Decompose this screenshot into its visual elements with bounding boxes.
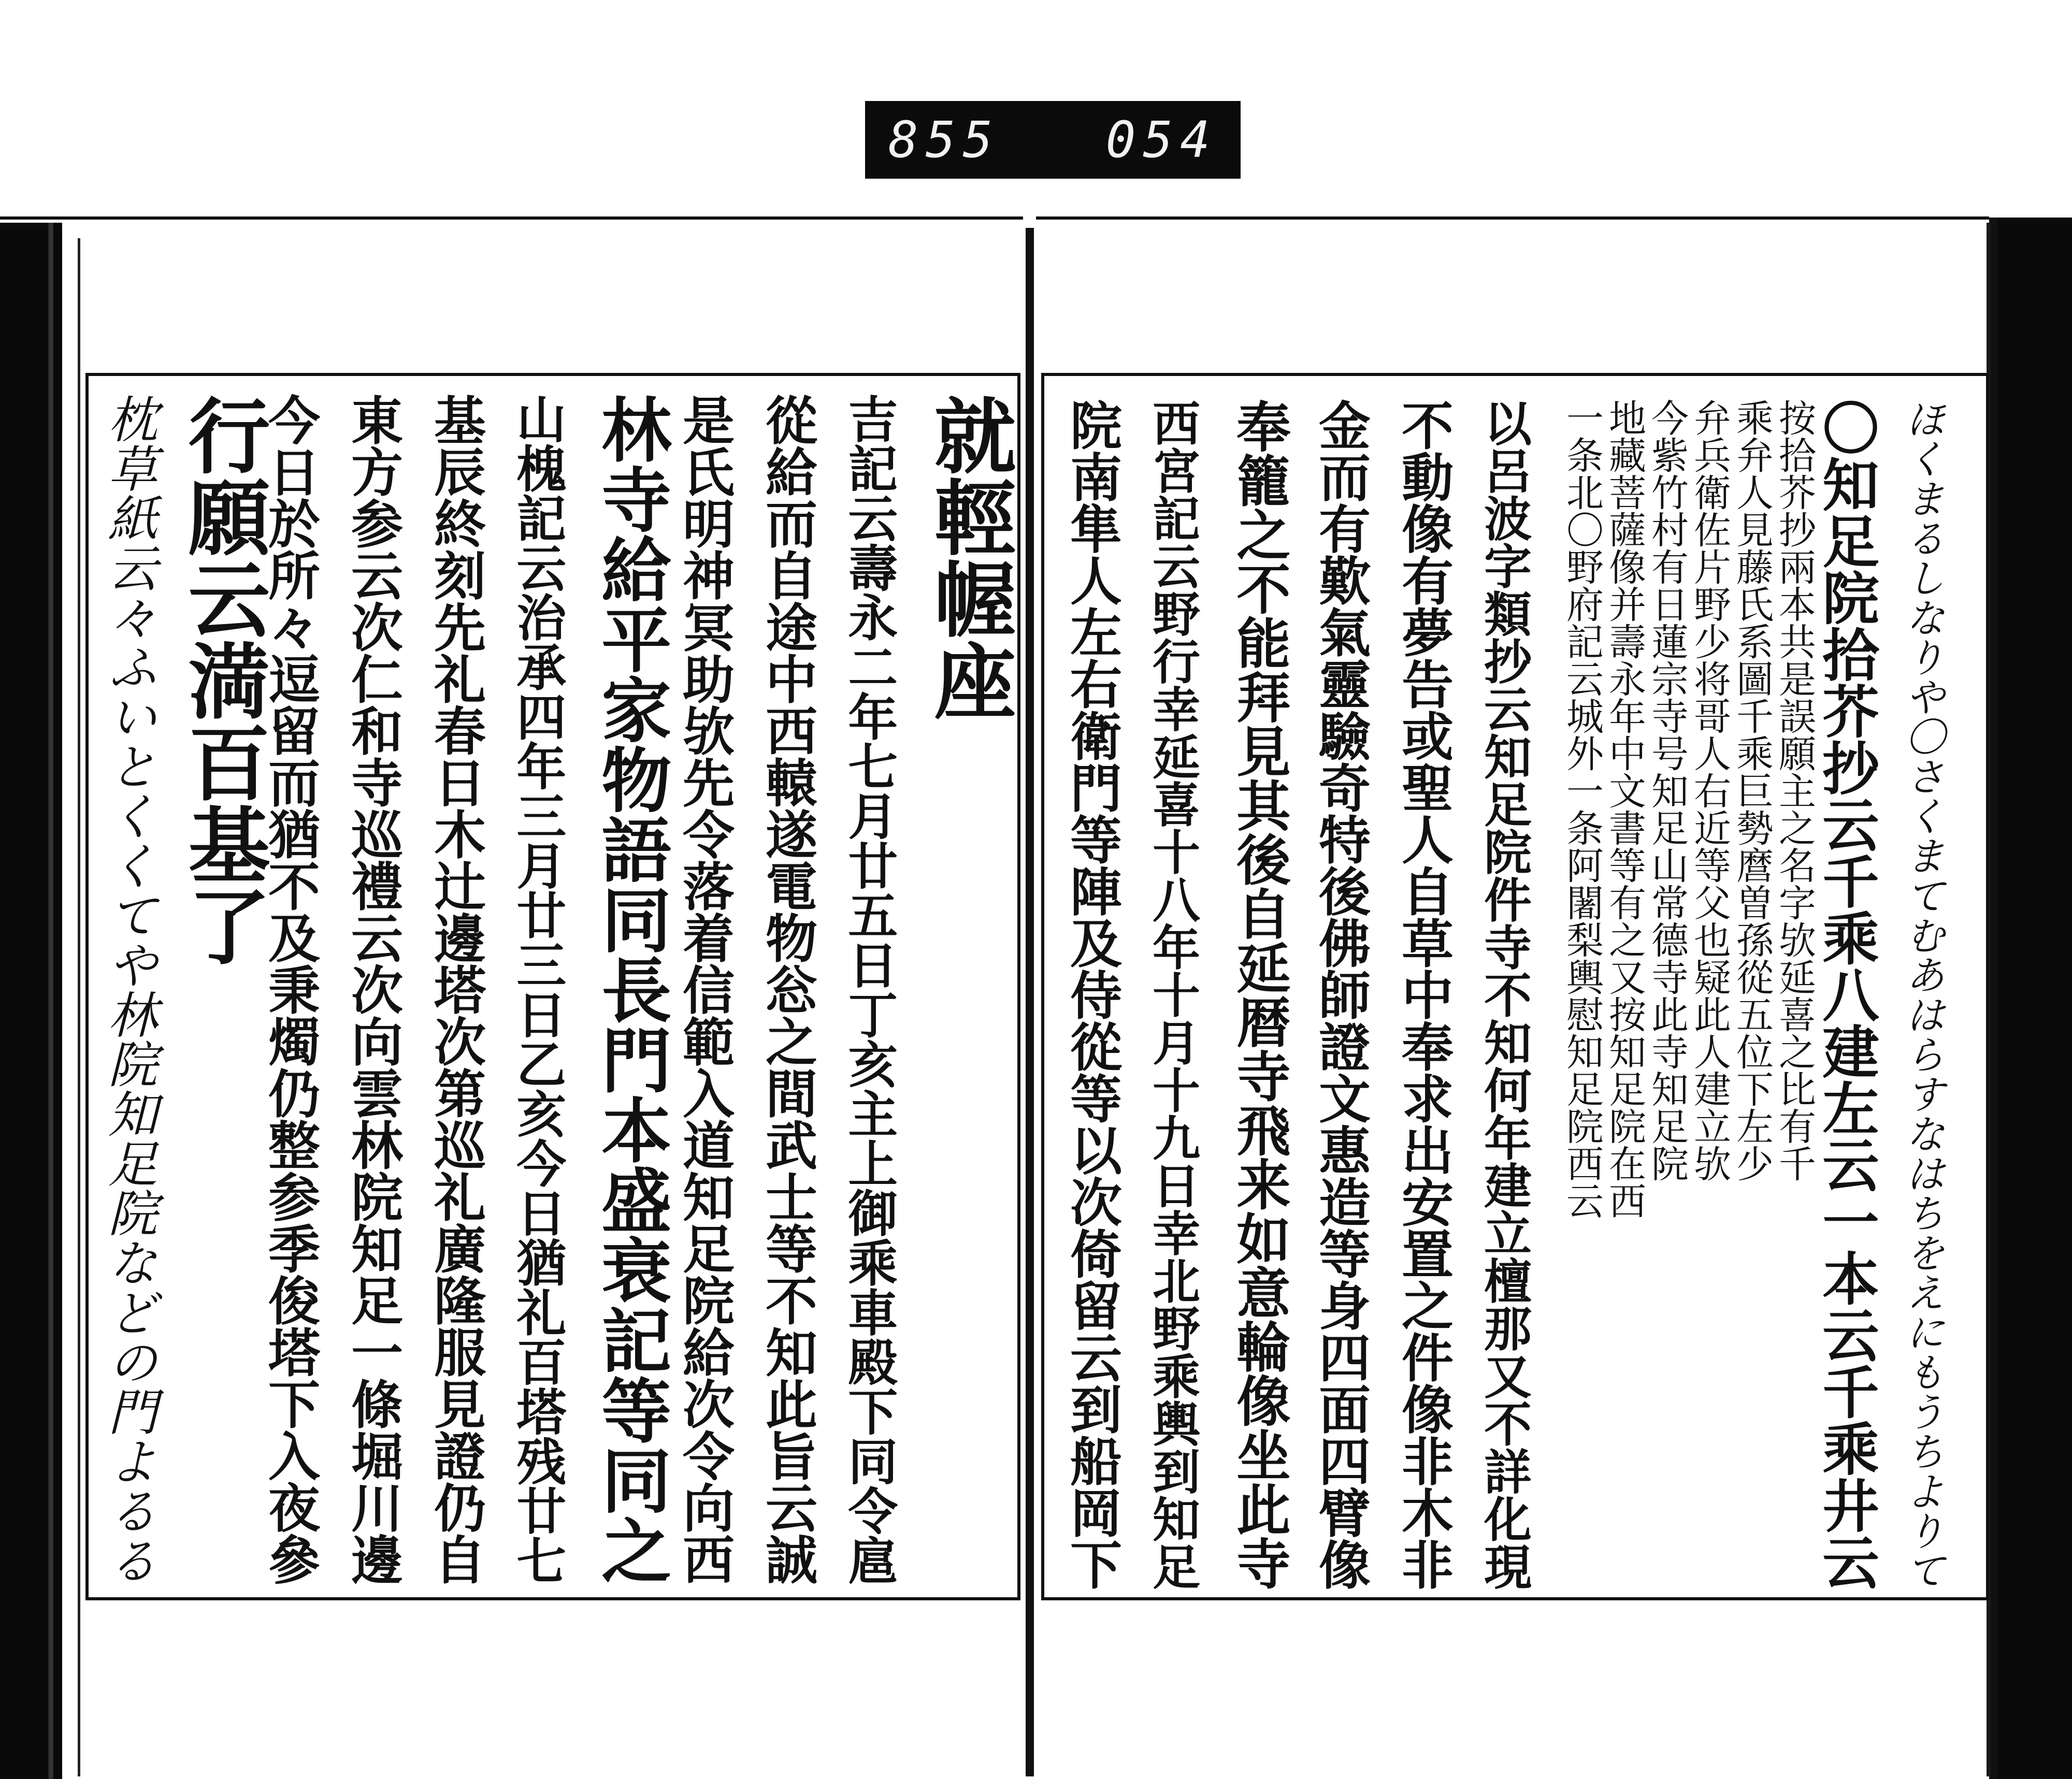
left-page-column: 就輕幄座 [920,394,1016,721]
left-page-column: 基辰終刻先礼春日木辻邊塔次第巡礼廣隆服見證仍自 [425,394,486,1585]
right-page-column: ほくまるしなりや〇さくまてむあはらすなはちをえにもうちよりて [1898,399,1945,1590]
right-page-column: 乘弁人見藤氏系圖千乘巨勢麿曽孫從五位下左少 [1730,399,1774,1182]
right-page-column: 西宮記云野行幸延喜十八年十月十九日幸北野乘輿到知足 [1145,399,1201,1590]
left-page-column: 是氏明神冥助欤先令落着信範入道知足院給次令向西 [674,394,735,1585]
top-edge-right [1036,216,1989,220]
stamp-number-right: 054 [1105,111,1217,169]
right-page-column: 奉籠之不能拜見其後自延暦寺飛来如意輪像坐此寺 [1227,399,1291,1590]
left-page-column: 今日於所々逗留而猶不及秉燭仍整参季俊塔下入夜參 [260,394,321,1585]
right-page-column: 不動像有夢告或聖人自草中奉求出安置之件像非木非 [1393,399,1454,1590]
left-page-column: 東方参云次仁和寺巡禮云次向雲林院知足一條堀川邊 [342,394,404,1585]
right-page-column: 〇知足院拾芥抄云千乘八建左云一本云千乘井云 [1813,399,1880,1590]
book-gutter [1026,228,1034,1776]
top-edge-left [0,216,1023,220]
archive-stamp [865,101,1241,179]
right-page-column: 以呂波字類抄云知足院件寺不知何年建立檀那又不詳化現 [1476,399,1532,1590]
right-page-column: 一条北〇野府記云城外一条阿闍梨輿慰知足院西云 [1560,399,1604,1219]
right-page-column: 院南隼人左右衛門等陣及侍從等以次倚留云到船岡下 [1061,399,1123,1590]
right-page-column: 按拾芥抄兩本共是誤願主之名字欤延喜之比有千 [1773,399,1816,1182]
stamp-number-left: 855 [888,111,1000,169]
left-page-column: 林寺給平家物語同長門本盛衰記等同之 [589,394,672,1585]
left-page-column: 行願云満百基了 [175,394,270,966]
right-page-column: 弁兵衛佐片野少将哥人右近等父也疑此人建立欤 [1688,399,1731,1182]
book-edge-right [1989,218,2072,1779]
left-page-column: 吉記云壽永二年七月廿五日丁亥主上御乘車殿下同令扈 [840,394,899,1585]
book-edge-left [0,223,62,1779]
left-page-column: 枕草紙云々ふいとくくてや林院知足院などの門よるる [99,394,158,1585]
left-page-column: 山槐記云治承四年三月廿三日乙亥今日猶礼百塔残廿七 [508,394,567,1585]
right-page-column: 金而有歎氣靈驗奇特後佛師證文惠造等身四面四臂像 [1310,399,1371,1590]
left-page-column: 從給而自途中西轅遂電物忩之間武士等不知此旨云誠 [757,394,818,1585]
page-edge-left [62,238,80,1776]
right-page-column: 地藏菩薩像并壽永年中文書等有之又按知足院在西 [1603,399,1646,1219]
right-page-column: 今紫竹村有日蓮宗寺号知足山常德寺此寺知足院 [1645,399,1689,1182]
